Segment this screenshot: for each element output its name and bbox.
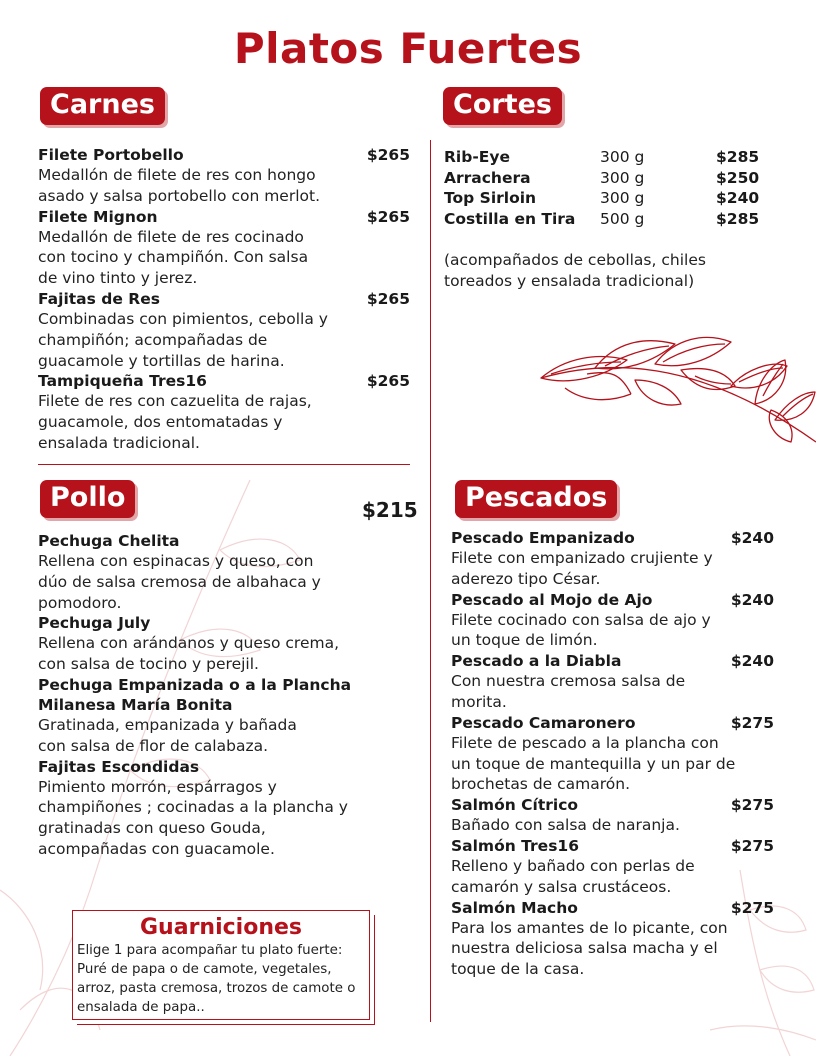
item-price: $275 (730, 898, 774, 917)
corte-name: Top Sirloin (444, 189, 537, 208)
cortes-note: (acompañados de cebollas, chiles toreados y ensalada tradicional) (444, 251, 706, 290)
pescados-heading: Pescados (455, 480, 617, 518)
corte-weight: 300 g (600, 189, 645, 208)
table-row (444, 188, 759, 209)
item-name: Filete Mignon (38, 207, 158, 226)
item-name: Fajitas de Res (38, 289, 160, 308)
guarniciones-box (72, 910, 370, 1020)
item-price: $240 (730, 529, 774, 547)
item-description: Rellena con espinacas y queso, con dúo de salsa cremosa de albahaca y pomodoro. (38, 552, 321, 612)
item-description: Filete de pescado a la plancha con un toque de mantequilla y un par de brochetas de camarón. (451, 733, 736, 794)
item-description: Filete cocinado con salsa de ajo y un toque de limón. (451, 610, 711, 650)
item-name: Pescado Empanizado (451, 529, 635, 547)
list-item (38, 371, 410, 453)
item-price: $240 (730, 652, 774, 671)
item-description: Relleno y bañado con perlas de camarón y salsa crustáceos. (451, 856, 695, 896)
corte-name: Arrachera (444, 168, 531, 187)
item-price: $265 (366, 146, 410, 164)
item-name: Pechuga July (38, 614, 151, 633)
corte-name: Costilla en Tira (444, 209, 576, 228)
list-item (38, 695, 410, 757)
item-name: Pescado Camaronero (451, 713, 636, 732)
item-description: Medallón de filete de res cocinado con tocino y champiñón. Con salsa de vino tinto y jerez. (38, 227, 309, 288)
item-description: Gratinada, empanizada y bañada con salsa de flor de calabaza. (38, 715, 297, 755)
list-item (38, 289, 410, 371)
item-description: Combinadas con pimientos, cebolla y champiñón; acompañadas de guacamole y tortillas de harina. (38, 309, 328, 370)
item-description: Bañado con salsa de naranja. (451, 816, 680, 835)
item-name: Pescado a la Diabla (451, 652, 622, 671)
carnes-list (38, 145, 410, 454)
corte-name: Rib-Eye (444, 148, 510, 166)
item-name: Tampiqueña Tres16 (38, 372, 207, 391)
pollo-price: $215 (362, 498, 418, 522)
pescados-list (451, 528, 774, 980)
guarniciones-heading: Guarniciones (140, 915, 302, 940)
guarniciones-text: Elige 1 para acompañar tu plato fuerte: Puré de papa o de camote, vegetales, arroz, pasta cremosa, trozos de camote o ensalada de papa.. (77, 943, 356, 1015)
item-name: Milanesa María Bonita (38, 695, 233, 714)
cortes-table (444, 147, 759, 229)
list-item (38, 757, 410, 860)
item-price: $265 (366, 372, 410, 391)
item-name: Pechuga Chelita (38, 532, 180, 550)
item-name: Salmón Tres16 (451, 836, 579, 855)
page-title: Platos Fuertes (233, 24, 583, 73)
corte-price: $250 (716, 168, 760, 187)
item-name: Pechuga Empanizada o a la Plancha (38, 675, 352, 694)
list-item (451, 795, 774, 836)
item-price: $275 (730, 796, 774, 815)
item-description: Filete de res con cazuelita de rajas, guacamole, dos entomatadas y ensalada tradicional. (38, 392, 312, 452)
item-description: Para los amantes de lo picante, con nuestra deliciosa salsa macha y el toque de la casa. (451, 918, 728, 979)
table-row (444, 168, 759, 189)
table-row (444, 209, 759, 230)
list-item (38, 531, 410, 613)
corte-price: $285 (716, 209, 760, 228)
list-item (38, 207, 410, 289)
item-price: $275 (730, 713, 774, 732)
item-name: Pescado al Mojo de Ajo (451, 590, 653, 609)
section-divider (38, 464, 410, 465)
item-name: Salmón Cítrico (451, 796, 579, 815)
item-description: Medallón de filete de res con hongo asado y salsa portobello con merlot. (38, 166, 321, 205)
item-name: Fajitas Escondidas (38, 757, 200, 776)
item-name: Salmón Macho (451, 898, 578, 917)
list-item (451, 713, 774, 795)
item-description: Con nuestra cremosa salsa de morita. (451, 672, 686, 711)
item-description: Rellena con arándanos y queso crema, con salsa de tocino y perejil. (38, 634, 340, 674)
item-price: $275 (730, 836, 774, 855)
pollo-heading: Pollo (40, 480, 135, 518)
pollo-list (38, 531, 410, 860)
list-item (451, 528, 774, 590)
corte-weight: 300 g (600, 168, 645, 187)
list-item (451, 651, 774, 713)
table-row (444, 147, 759, 168)
item-price: $265 (366, 207, 410, 226)
carnes-heading: Carnes (40, 87, 165, 125)
item-price: $240 (730, 590, 774, 609)
leaf-branch-icon (535, 330, 816, 450)
list-item (38, 613, 410, 675)
cortes-heading: Cortes (443, 87, 562, 125)
corte-weight: 500 g (600, 209, 645, 228)
item-description: Filete con empanizado crujiente y aderezo tipo César. (451, 549, 713, 588)
item-name: Filete Portobello (38, 146, 184, 164)
column-divider (430, 140, 431, 1022)
item-price: $265 (366, 289, 410, 308)
corte-price: $240 (716, 189, 760, 208)
corte-price: $285 (716, 148, 760, 166)
item-description: Pimiento morrón, espárragos y champiñones ; cocinadas a la plancha y gratinadas con queso Gouda, acompañadas con guacamole. (38, 777, 348, 858)
corte-weight: 300 g (600, 148, 645, 166)
list-item (451, 590, 774, 652)
list-item (38, 675, 410, 695)
list-item (38, 145, 410, 207)
list-item (451, 898, 774, 980)
list-item (451, 836, 774, 898)
